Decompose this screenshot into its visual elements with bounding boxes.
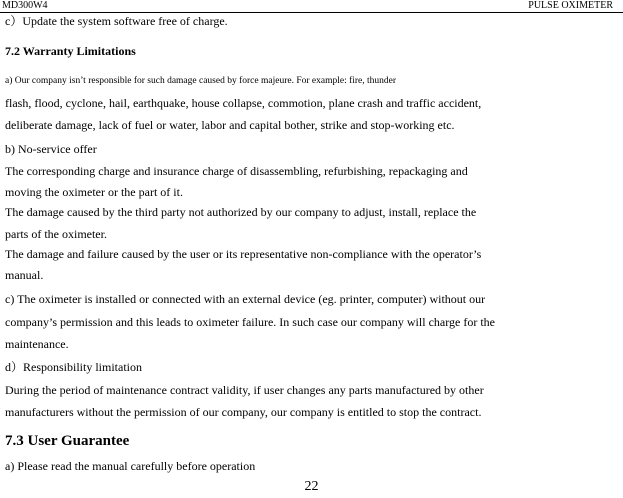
text-line: moving the oximeter or the part of it. bbox=[5, 185, 183, 199]
text-line: The corresponding charge and insurance charge of disassembling, refurbishing, repackaging and bbox=[5, 164, 468, 178]
section-heading-7-2: 7.2 Warranty Limitations bbox=[5, 44, 136, 58]
text-line: flash, flood, cyclone, hail, earthquake, house collapse, commotion, plane crash and traffic accident, bbox=[5, 96, 482, 110]
text-line: company’s permission and this leads to oximeter failure. In such case our company will charge for the bbox=[5, 315, 495, 329]
text-line: maintenance. bbox=[5, 337, 69, 351]
text-line: The damage and failure caused by the user or its representative non-compliance with the operator’s bbox=[5, 247, 482, 261]
text-line: manufacturers without the permission of our company, our company is entitled to stop the contract. bbox=[5, 405, 482, 419]
text-line: b) No-service offer bbox=[5, 142, 97, 156]
text-line: a) Our company isn’t responsible for such damage caused by force majeure. For example: fire, thunder bbox=[5, 76, 397, 86]
text-line: d）Responsibility limitation bbox=[5, 360, 143, 374]
header-model: MD300W4 bbox=[2, 0, 48, 11]
text-line: During the period of maintenance contract validity, if user changes any parts manufactured by other bbox=[5, 383, 484, 397]
text-line: parts of the oximeter. bbox=[5, 227, 107, 241]
page-number: 22 bbox=[304, 479, 319, 494]
header-rule bbox=[0, 12, 623, 13]
text-line: c) The oximeter is installed or connected with an external device (eg. printer, computer) without our bbox=[5, 292, 486, 306]
text-line: The damage caused by the third party not authorized by our company to adjust, install, replace the bbox=[5, 205, 477, 219]
text-line: c）Update the system software free of charge. bbox=[5, 14, 228, 28]
text-line: a) Please read the manual carefully before operation bbox=[5, 459, 256, 473]
header-product: PULSE OXIMETER bbox=[528, 0, 613, 11]
text-line: deliberate damage, lack of fuel or water, labor and capital bother, strike and stop-working etc. bbox=[5, 118, 455, 132]
section-heading-7-3: 7.3 User Guarantee bbox=[5, 433, 130, 449]
text-line: manual. bbox=[5, 268, 44, 282]
